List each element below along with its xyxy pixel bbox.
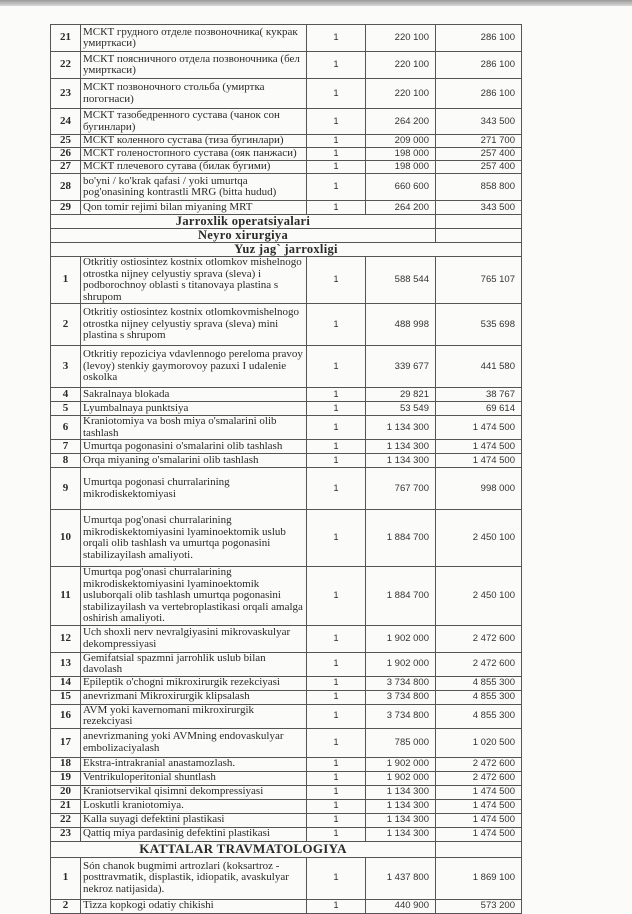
service-description: Orqa miyaning o'smalarini olib tashlash	[81, 454, 307, 468]
row-number: 11	[51, 567, 81, 626]
price-nonresident: 1 474 500	[436, 785, 522, 799]
price-resident: 264 200	[366, 109, 436, 135]
service-description: Otkritiy ostiosintez kostnix otlomkovmishelnogo otrostka nijney celyustiy sprava (sleva) mini plastina s shrupom	[81, 304, 307, 346]
table-row	[51, 785, 522, 799]
quantity: 1	[307, 161, 366, 174]
price-nonresident: 4 855 300	[436, 690, 522, 704]
price-resident: 1 134 300	[366, 454, 436, 468]
quantity: 1	[307, 827, 366, 841]
row-number: 24	[51, 109, 81, 135]
service-description: Són chanok bugmimi artrozlari (koksartroz - posttravmatik, displastik, idiopatik, avaskulyar nekroz natijasida).	[81, 857, 307, 899]
price-resident: 1 902 000	[366, 757, 436, 771]
table-row	[51, 201, 522, 215]
price-nonresident: 38 767	[436, 388, 522, 402]
price-resident: 1 902 000	[366, 771, 436, 785]
service-description: Lyumbalnaya punktsiya	[81, 402, 307, 416]
row-number: 6	[51, 416, 81, 440]
table-row	[51, 304, 522, 346]
price-resident: 53 549	[366, 402, 436, 416]
quantity: 1	[307, 440, 366, 454]
service-description: Qattiq miya pardasinig defektini plastikasi	[81, 827, 307, 841]
row-number: 2	[51, 304, 81, 346]
table-row	[51, 652, 522, 676]
table-row	[51, 109, 522, 135]
price-nonresident: 343 500	[436, 109, 522, 135]
table-row	[51, 728, 522, 757]
price-nonresident: 765 107	[436, 257, 522, 304]
service-description: Uch shoxli nerv nevralgiyasini mikrovaskulyar dekompressiyasi	[81, 625, 307, 652]
section-title: KATTALAR TRAVMATOLOGIYA	[51, 841, 436, 857]
row-number: 22	[51, 813, 81, 827]
row-number: 2	[51, 899, 81, 913]
row-number: 26	[51, 148, 81, 161]
price-nonresident: 998 000	[436, 468, 522, 510]
service-description: Kraniotservikal qisimni dekompressiyasi	[81, 785, 307, 799]
row-number: 27	[51, 161, 81, 174]
service-description: МСКТ тазобедренного сустава (чанок сон бугинлари)	[81, 109, 307, 135]
section-title: Jarroxlik operatsiyalari	[51, 215, 436, 229]
table-row	[51, 416, 522, 440]
quantity: 1	[307, 304, 366, 346]
price-nonresident: 2 472 600	[436, 652, 522, 676]
price-nonresident: 286 100	[436, 79, 522, 109]
quantity: 1	[307, 652, 366, 676]
price-resident: 1 134 300	[366, 799, 436, 813]
row-number: 4	[51, 388, 81, 402]
price-resident: 767 700	[366, 468, 436, 510]
service-description: МСКТ позвоночного стольба (умиртка погогнаси)	[81, 79, 307, 109]
section-header-row	[51, 229, 522, 243]
service-description: AVM yoki kavernomani mikroxirurgik rezekciyasi	[81, 704, 307, 728]
quantity: 1	[307, 79, 366, 109]
table-row	[51, 567, 522, 626]
price-nonresident: 343 500	[436, 201, 522, 215]
row-number: 28	[51, 174, 81, 201]
table-row	[51, 676, 522, 690]
service-description: Ventrikuloperitonial shuntlash	[81, 771, 307, 785]
table-row	[51, 388, 522, 402]
scan-edge	[0, 0, 632, 6]
row-number: 5	[51, 402, 81, 416]
table-row	[51, 468, 522, 510]
price-resident: 3 734 800	[366, 690, 436, 704]
table-row	[51, 79, 522, 109]
quantity: 1	[307, 771, 366, 785]
table-row	[51, 704, 522, 728]
quantity: 1	[307, 454, 366, 468]
service-description: anevrizmaning yoki AVMning endovaskulyar embolizaciyalash	[81, 728, 307, 757]
table-row	[51, 161, 522, 174]
price-resident: 220 100	[366, 79, 436, 109]
price-nonresident: 1 474 500	[436, 799, 522, 813]
price-nonresident: 286 100	[436, 52, 522, 79]
price-nonresident: 2 472 600	[436, 757, 522, 771]
price-nonresident: 535 698	[436, 304, 522, 346]
price-resident: 198 000	[366, 161, 436, 174]
row-number: 21	[51, 25, 81, 52]
table-row	[51, 257, 522, 304]
price-nonresident: 441 580	[436, 346, 522, 388]
price-resident: 220 100	[366, 25, 436, 52]
quantity: 1	[307, 257, 366, 304]
row-number: 15	[51, 690, 81, 704]
price-resident: 1 902 000	[366, 625, 436, 652]
table-row	[51, 148, 522, 161]
service-description: anevrizmani Mikroxirurgik klipsalash	[81, 690, 307, 704]
quantity: 1	[307, 402, 366, 416]
price-resident: 660 600	[366, 174, 436, 201]
row-number: 1	[51, 257, 81, 304]
price-resident: 588 544	[366, 257, 436, 304]
price-table-body	[51, 25, 522, 914]
service-description: Umurtqa pog'onasi churralarining mikrodiskektomiyasini lyaminoektomik uslub orqali olib tashlash va umurtqa pogonasini stabilizayilash amaliyoti.	[81, 510, 307, 567]
row-number: 9	[51, 468, 81, 510]
price-resident: 1 134 300	[366, 416, 436, 440]
empty-cell	[436, 229, 522, 243]
row-number: 25	[51, 135, 81, 148]
table-row	[51, 135, 522, 148]
service-description: Ekstra-intrakranial anastamozlash.	[81, 757, 307, 771]
table-row	[51, 174, 522, 201]
service-description: МСКТ коленного сустава (тиза бугинлари)	[81, 135, 307, 148]
price-table	[50, 24, 522, 914]
row-number: 12	[51, 625, 81, 652]
price-nonresident: 69 614	[436, 402, 522, 416]
row-number: 18	[51, 757, 81, 771]
table-row	[51, 510, 522, 567]
row-number: 29	[51, 201, 81, 215]
quantity: 1	[307, 148, 366, 161]
price-nonresident: 573 200	[436, 899, 522, 913]
row-number: 13	[51, 652, 81, 676]
price-resident: 1 134 300	[366, 440, 436, 454]
price-nonresident: 2 450 100	[436, 567, 522, 626]
table-row	[51, 813, 522, 827]
row-number: 8	[51, 454, 81, 468]
service-description: Umurtqa pogonasi churralarining mikrodiskektomiyasi	[81, 468, 307, 510]
quantity: 1	[307, 899, 366, 913]
quantity: 1	[307, 416, 366, 440]
section-header-row	[51, 215, 522, 229]
section-header-row	[51, 841, 522, 857]
quantity: 1	[307, 346, 366, 388]
quantity: 1	[307, 25, 366, 52]
row-number: 22	[51, 52, 81, 79]
service-description: Epileptik o'chogni mikroxirurgik rezekciyasi	[81, 676, 307, 690]
quantity: 1	[307, 388, 366, 402]
price-resident: 440 900	[366, 899, 436, 913]
quantity: 1	[307, 676, 366, 690]
quantity: 1	[307, 857, 366, 899]
price-resident: 1 884 700	[366, 510, 436, 567]
table-row	[51, 346, 522, 388]
price-nonresident: 858 800	[436, 174, 522, 201]
service-description: МСКТ голеностопного сустава (ояк панжаси)	[81, 148, 307, 161]
price-nonresident: 1 474 500	[436, 454, 522, 468]
section-title: Neyro xirurgiya	[51, 229, 436, 243]
price-nonresident: 1 869 100	[436, 857, 522, 899]
price-resident: 3 734 800	[366, 676, 436, 690]
quantity: 1	[307, 174, 366, 201]
service-description: Umurtqa pogonasini o'smalarini olib tashlash	[81, 440, 307, 454]
price-nonresident: 2 450 100	[436, 510, 522, 567]
quantity: 1	[307, 52, 366, 79]
row-number: 14	[51, 676, 81, 690]
price-nonresident: 1 474 500	[436, 416, 522, 440]
table-row	[51, 799, 522, 813]
row-number: 20	[51, 785, 81, 799]
service-description: Qon tomir rejimi bilan miyaning MRT	[81, 201, 307, 215]
table-row	[51, 454, 522, 468]
empty-cell	[436, 215, 522, 229]
price-nonresident: 286 100	[436, 25, 522, 52]
quantity: 1	[307, 704, 366, 728]
row-number: 23	[51, 79, 81, 109]
price-resident: 1 134 300	[366, 827, 436, 841]
quantity: 1	[307, 757, 366, 771]
price-resident: 1 437 800	[366, 857, 436, 899]
empty-cell	[436, 841, 522, 857]
price-nonresident: 1 020 500	[436, 728, 522, 757]
quantity: 1	[307, 201, 366, 215]
quantity: 1	[307, 510, 366, 567]
row-number: 21	[51, 799, 81, 813]
row-number: 16	[51, 704, 81, 728]
table-row	[51, 402, 522, 416]
table-row	[51, 690, 522, 704]
table-row	[51, 899, 522, 913]
service-description: Kalla suyagi defektini plastikasi	[81, 813, 307, 827]
section-header-row	[51, 243, 522, 257]
price-nonresident: 257 400	[436, 148, 522, 161]
price-nonresident: 4 855 300	[436, 676, 522, 690]
quantity: 1	[307, 690, 366, 704]
quantity: 1	[307, 728, 366, 757]
table-row	[51, 771, 522, 785]
price-nonresident: 1 474 500	[436, 827, 522, 841]
service-description: МСКТ плечевого сутава (билак бугими)	[81, 161, 307, 174]
row-number: 19	[51, 771, 81, 785]
price-resident: 785 000	[366, 728, 436, 757]
table-row	[51, 757, 522, 771]
quantity: 1	[307, 109, 366, 135]
price-resident: 1 134 300	[366, 813, 436, 827]
price-nonresident: 2 472 600	[436, 625, 522, 652]
service-description: МСКТ грудного отделе позвоночника( кукрак умирткаси)	[81, 25, 307, 52]
table-row	[51, 440, 522, 454]
price-resident: 339 677	[366, 346, 436, 388]
price-nonresident: 1 474 500	[436, 440, 522, 454]
price-resident: 198 000	[366, 148, 436, 161]
price-resident: 264 200	[366, 201, 436, 215]
price-nonresident: 4 855 300	[436, 704, 522, 728]
quantity: 1	[307, 785, 366, 799]
service-description: Otkritiy ostiosintez kostnix otlomkov mishelnogo otrostka nijney celyustiy sprava (sleva) i podborochnoy oblasti s titanovaya plastina s shrupom	[81, 257, 307, 304]
service-description: Kraniotomiya va bosh miya o'smalarini olib tashlash	[81, 416, 307, 440]
quantity: 1	[307, 468, 366, 510]
row-number: 10	[51, 510, 81, 567]
price-resident: 1 902 000	[366, 652, 436, 676]
row-number: 17	[51, 728, 81, 757]
quantity: 1	[307, 135, 366, 148]
price-resident: 3 734 800	[366, 704, 436, 728]
row-number: 23	[51, 827, 81, 841]
price-resident: 29 821	[366, 388, 436, 402]
table-row	[51, 25, 522, 52]
service-description: МСКТ поясничного отдела позвоночника (бел умирткаси)	[81, 52, 307, 79]
row-number: 3	[51, 346, 81, 388]
price-nonresident: 2 472 600	[436, 771, 522, 785]
price-nonresident: 1 474 500	[436, 813, 522, 827]
quantity: 1	[307, 799, 366, 813]
service-description: Loskutli kraniotomiya.	[81, 799, 307, 813]
service-description: Gemifatsial spazmni jarrohlik uslub bilan davolash	[81, 652, 307, 676]
section-title: Yuz jag` jarroxligi	[51, 243, 522, 257]
service-description: Tizza kopkogi odatiy chikishi	[81, 899, 307, 913]
quantity: 1	[307, 567, 366, 626]
price-nonresident: 257 400	[436, 161, 522, 174]
price-resident: 220 100	[366, 52, 436, 79]
table-row	[51, 625, 522, 652]
price-resident: 209 000	[366, 135, 436, 148]
price-resident: 1 134 300	[366, 785, 436, 799]
table-row	[51, 827, 522, 841]
price-resident: 1 884 700	[366, 567, 436, 626]
row-number: 7	[51, 440, 81, 454]
service-description: bo'yni / ko'krak qafasi / yoki umurtqa pog'onasining kontrastli MRG (bitta hudud)	[81, 174, 307, 201]
service-description: Umurtqa pog'onasi churralarining mikrodiskektomiyasini lyaminoektomik usluborqali olib tashlash umurtqa pogonasini stabilizayilash va vertebroplastikasi orqali amalga oshirish amaliyoti.	[81, 567, 307, 626]
quantity: 1	[307, 813, 366, 827]
service-description: Otkritiy repoziciya vdavlennogo pereloma pravoy (levoy) stenkiy gaymorovoy pazuxi I udalenie oskolka	[81, 346, 307, 388]
table-row	[51, 52, 522, 79]
row-number: 1	[51, 857, 81, 899]
service-description: Sakralnaya blokada	[81, 388, 307, 402]
price-resident: 488 998	[366, 304, 436, 346]
quantity: 1	[307, 625, 366, 652]
price-nonresident: 271 700	[436, 135, 522, 148]
